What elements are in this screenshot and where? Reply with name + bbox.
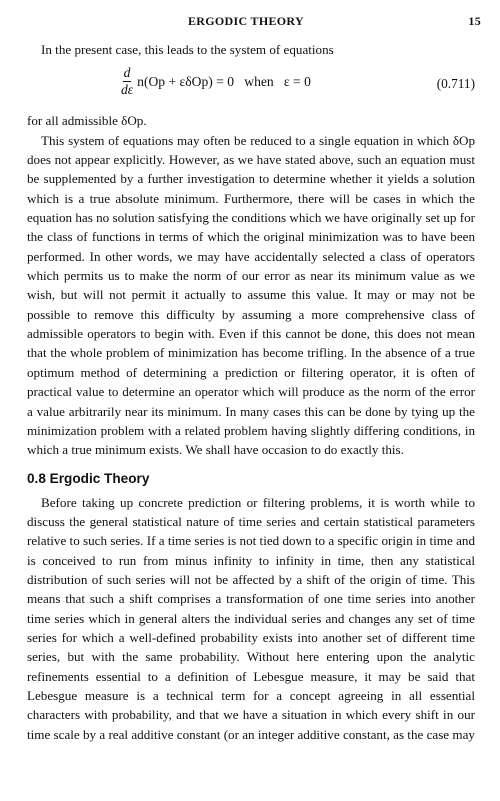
equation-number: (0.711) xyxy=(436,76,475,92)
equation-expression xyxy=(121,65,311,98)
section-heading: 0.8 Ergodic Theory xyxy=(27,470,150,486)
paragraph-ergodic-theory: Before taking up concrete prediction or filtering problems, it is worth while to discuss the general statistical nature of time series and certain statistical parameters relative to such series. If a time series is not tied down to a specific origin in time and is conceived to run from minus infinity to infinity in time, then any statistical distribution of such series will not be affected by a shift of the origin of time. This means that such a shift comprises a transformation of one time series into another time series which in general alters the individual series and changes any set of time series for which a well-defined probability exists into another set of different time series, but with the same probability. Without here entering upon the analytic refinements essential to a definition of Lebesgue measure, it may be said that Lebesgue measure is a technical term for a concept agreeing in all essential characters with probability, and that we have a situation in which every shift in our time scale by a real additive constant (or an integer additive constant, as the case may xyxy=(27,494,475,742)
fraction-denominator: dε xyxy=(121,82,134,98)
intro-line: In the present case, this leads to the system of equations xyxy=(41,42,334,57)
derivative-fraction xyxy=(121,65,133,98)
running-title: ERGODIC THEORY xyxy=(188,14,304,28)
equation-body: n(Op + εδOp) = 0 when ε = 0 xyxy=(137,74,311,90)
paragraph-minimization: This system of equations may often be reduced to a single equation in which δOp does not appear explicitly. However, as we have stated above, such an equation must be supplemented by a further investigation to determine whether it yields a solution which is a true absolute minimum. Furthermore, there will be cases in which the equation has no solution satisfying the conditions which we have originally set up for the class of functions in terms of which the original minimization was to have been performed. In other words, we may have accidentally selected a class of operators which permits us to make the norm of our error as near its minimum value as we wish, but will not permit it actually to assume this value. It may or may not be possible to remove this difficulty by assuming a more comprehensive class of admissible operators to begin with. Even if this cannot be done, this does not mean that the whole problem of minimization has become trifling. In the absence of a true optimum method of determining a prediction or filtering operator, it is often of practical value to determine an operator which will produce as the norm of the error a value arbitrarily near its minimum. In many cases this can be done by tying up the minimization problem with a related problem having slightly differing conditions, in which a true minimum exists. We shall have occasion to do exactly this. xyxy=(27,132,475,458)
after-equation-text: for all admissible δOp. xyxy=(27,113,147,129)
running-head xyxy=(0,14,500,32)
page-number: 15 xyxy=(468,14,481,28)
fraction-numerator: d xyxy=(123,65,131,81)
page-body xyxy=(27,40,475,744)
equation-0711 xyxy=(27,61,475,105)
